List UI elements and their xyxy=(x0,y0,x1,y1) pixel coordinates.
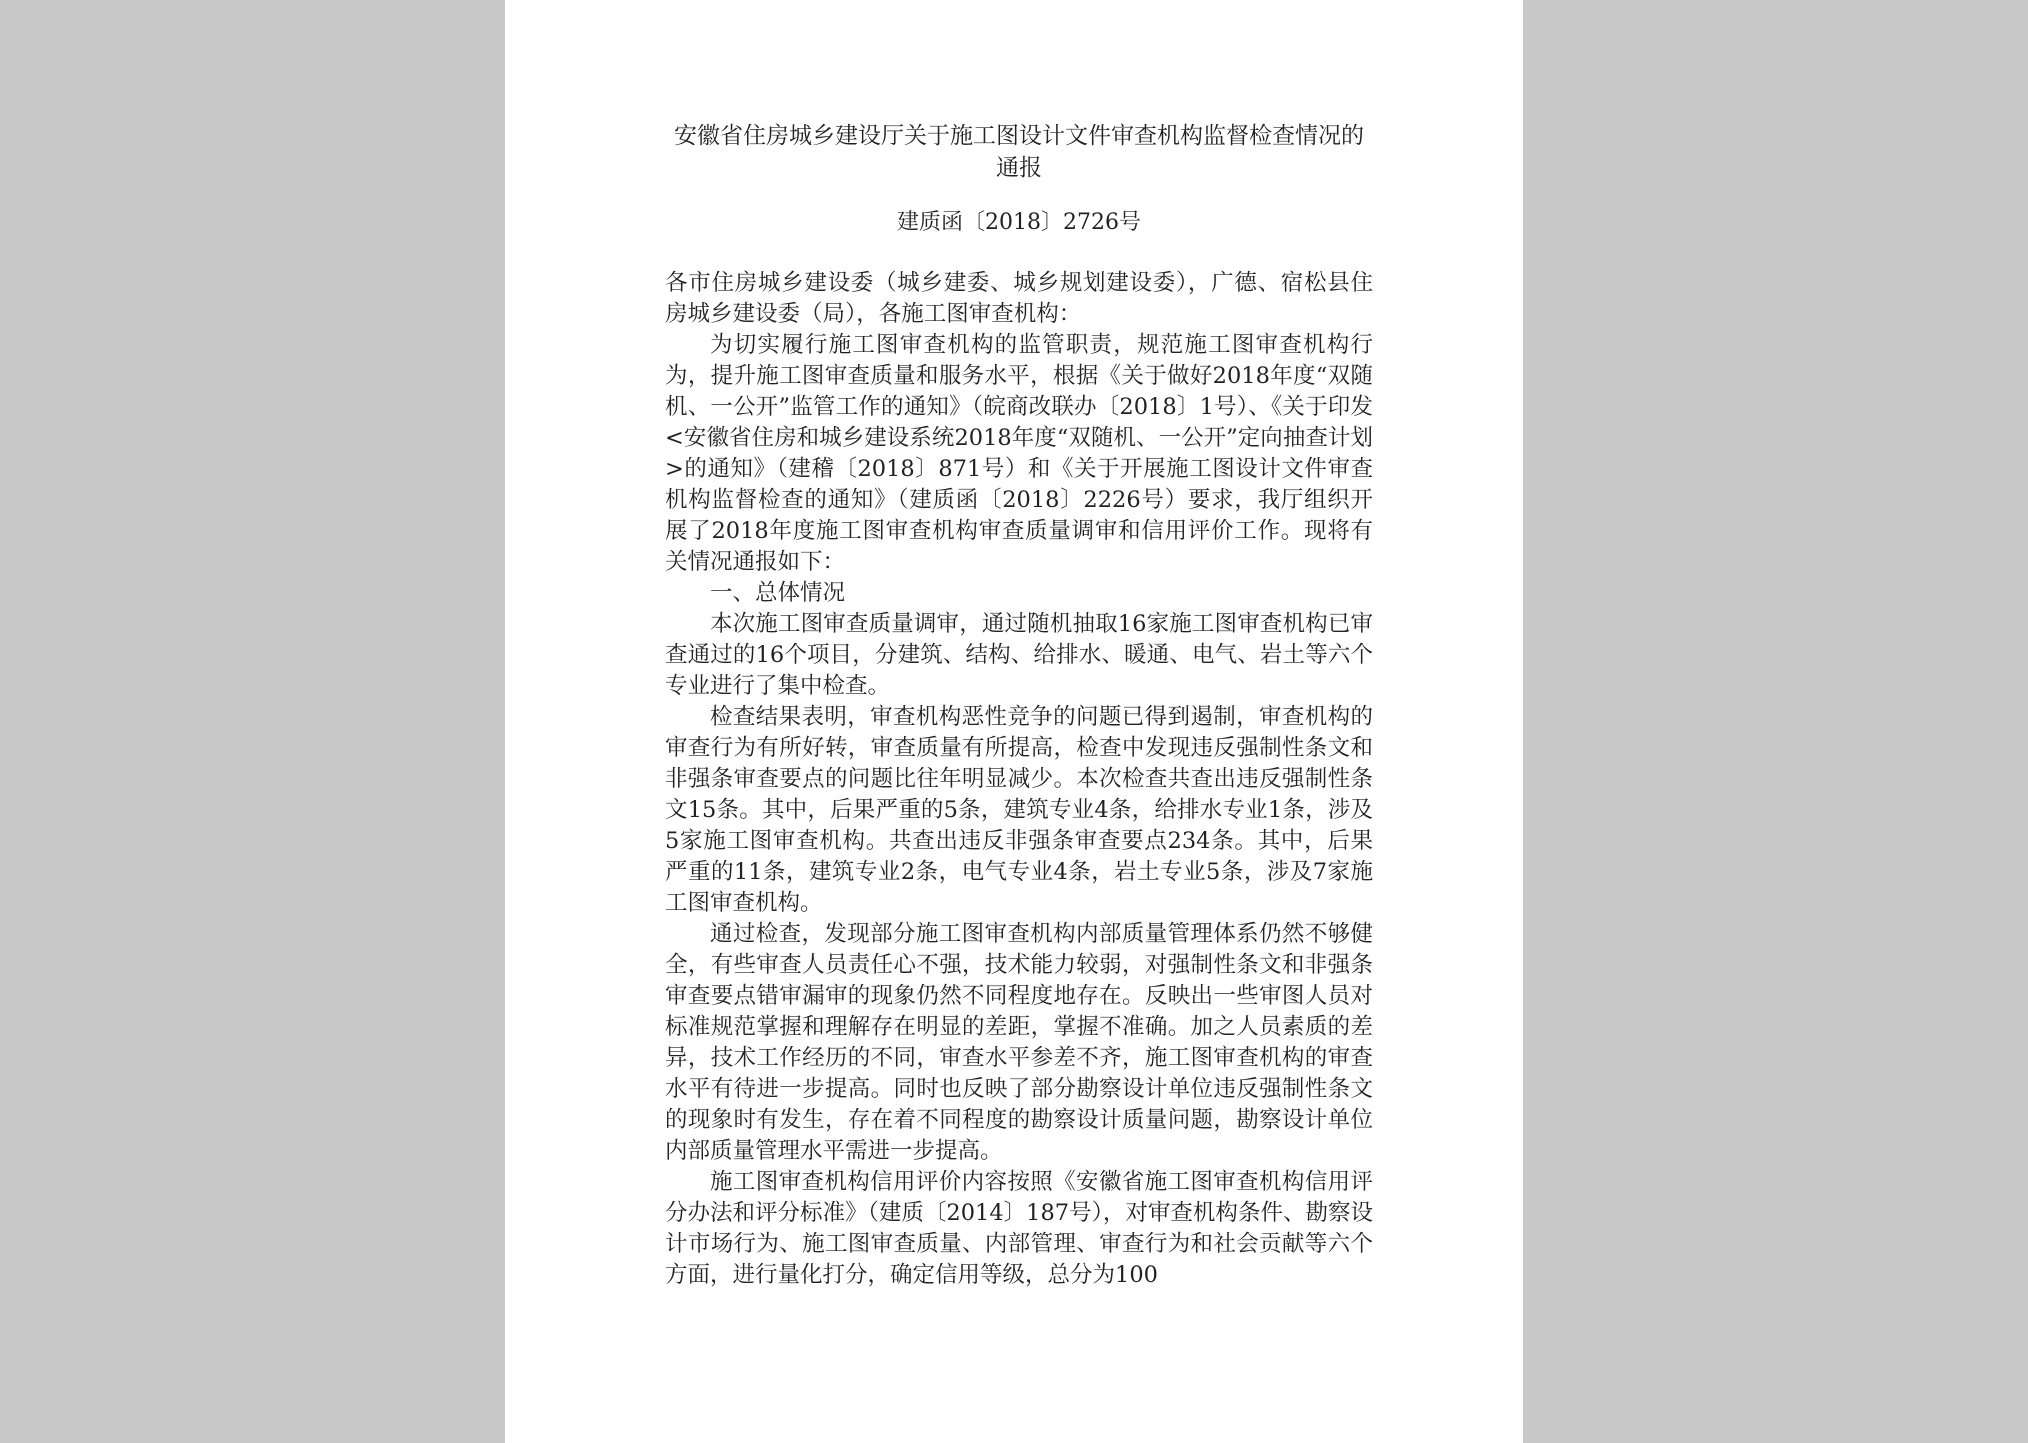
intro-paragraph: 为切实履行施工图审查机构的监管职责，规范施工图审查机构行为，提升施工图审查质量和服务水平，根据《关于做好2018年度“双随机、一公开”监管工作的通知》（皖商改联办〔2018〕1号）、《关于印发<安徽省住房和城乡建设系统2018年度“双随机、一公开”定向抽查计划>的通知》（建稽〔2018〕871号）和《关于开展施工图设计文件审查机构监督检查的通知》（建质函〔2018〕2226号）要求，我厅组织开展了2018年度施工图审查机构审查质量调审和信用评价工作。现将有关情况通报如下： xyxy=(665,332,1373,575)
addressee: 各市住房城乡建设委（城乡建委、城乡规划建设委），广德、宿松县住房城乡建设委（局），各施工图审查机构： xyxy=(665,270,1373,327)
document-number: 建质函〔2018〕2726号 xyxy=(897,210,1141,235)
document-title: 安徽省住房城乡建设厅关于施工图设计文件审查机构监督检查情况的通报 xyxy=(674,123,1364,181)
document-page xyxy=(505,0,1523,1443)
paragraph-issues: 通过检查，发现部分施工图审查机构内部质量管理体系仍然不够健全，有些审查人员责任心不强，技术能力较弱，对强制性条文和非强条审查要点错审漏审的现象仍然不同程度地存在。反映出一些审图人员对标准规范掌握和理解存在明显的差距，掌握不准确。加之人员素质的差异，技术工作经历的不同，审查水平参差不齐，施工图审查机构的审查水平有待进一步提高。同时也反映了部分勘察设计单位违反强制性条文的现象时有发生，存在着不同程度的勘察设计质量问题，勘察设计单位内部质量管理水平需进一步提高。 xyxy=(665,921,1373,1164)
paragraph-sampling: 本次施工图审查质量调审，通过随机抽取16家施工图审查机构已审查通过的16个项目，分建筑、结构、给排水、暖通、电气、岩土等六个专业进行了集中检查。 xyxy=(665,611,1373,699)
document-body xyxy=(665,120,1373,1291)
paragraph-credit-evaluation: 施工图审查机构信用评价内容按照《安徽省施工图审查机构信用评分办法和评分标准》（建质〔2014〕187号），对审查机构条件、勘察设计市场行为、施工图审查质量、内部管理、审查行为和社会贡献等六个方面，进行量化打分，确定信用等级，总分为100 xyxy=(665,1169,1373,1288)
paragraph-results: 检查结果表明，审查机构恶性竞争的问题已得到遏制，审查机构的审查行为有所好转，审查质量有所提高，检查中发现违反强制性条文和非强条审查要点的问题比往年明显减少。本次检查共查出违反强制性条文15条。其中，后果严重的5条，建筑专业4条，给排水专业1条，涉及5家施工图审查机构。共查出违反非强条审查要点234条。其中，后果严重的11条，建筑专业2条，电气专业4条，岩土专业5条，涉及7家施工图审查机构。 xyxy=(665,704,1373,916)
section-heading-overview: 一、总体情况 xyxy=(710,580,846,606)
